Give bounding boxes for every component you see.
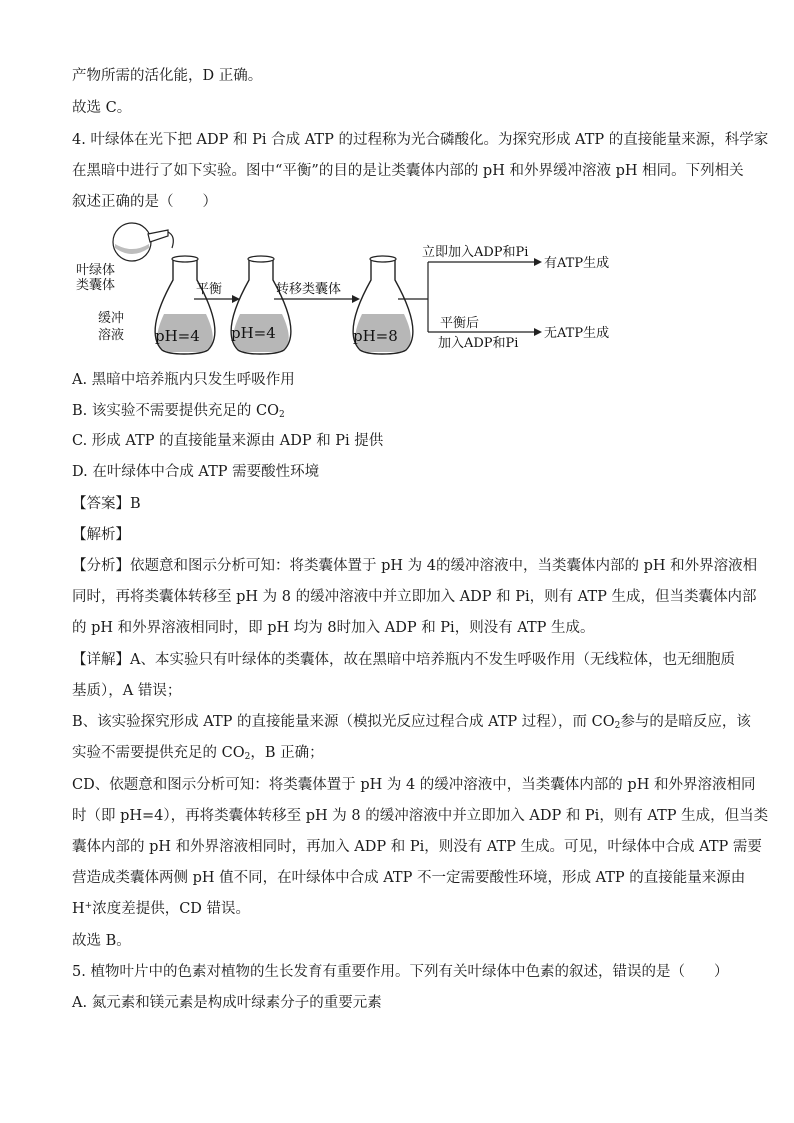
analysis-sub-tag: 【分析】	[72, 558, 130, 574]
detail-cd-line: CD、依题意和图示分析可知：将类囊体置于 pH 为 4 的缓冲溶液中，当类囊体内部的 pH 和外界溶液相同	[72, 777, 756, 793]
question-4-stem: 叙述正确的是（ ）	[72, 194, 217, 210]
option-d: D. 在叶绿体中合成 ATP 需要酸性环境	[72, 464, 320, 480]
subscript: 2	[278, 410, 285, 420]
flask-1	[155, 256, 215, 354]
analysis-text: 依题意和图示分析可知：将类囊体置于 pH 为 4的缓冲溶液中，当类囊体内部的 pH 和外界溶液相	[130, 558, 758, 574]
flask-2	[231, 256, 291, 354]
detail-cd-line: 营造成类囊体两侧 pH 值不同，在叶绿体中合成 ATP 不一定需要酸性环境，形成 ATP 的直接能量来源由	[72, 870, 746, 886]
label-thylakoid: 类囊体	[76, 278, 116, 293]
arrow-balance-label: 平衡	[196, 282, 223, 297]
analysis-paragraph	[72, 556, 757, 576]
text: ，B 正确；	[250, 745, 324, 761]
superscript: +	[84, 901, 93, 911]
question-5-stem: 5. 植物叶片中的色素对植物的生长发育有重要作用。下列有关叶绿体中色素的叙述，错误的是（ ）	[72, 964, 729, 980]
option-c: C. 形成 ATP 的直接能量来源由 ADP 和 Pi 提供	[72, 433, 384, 449]
subscript: 2	[244, 752, 251, 762]
analysis-tag: 【解析】	[72, 527, 130, 543]
thylakoid-source-flask	[113, 223, 173, 261]
analysis-paragraph: 的 pH 和外界溶液相同时，即 pH 均为 8时加入 ADP 和 Pi，则没有 ATP 生成。	[72, 620, 595, 636]
text: 实验不需要提供充足的 CO	[72, 745, 245, 761]
question-5-option-a: A. 氮元素和镁元素是构成叶绿素分子的重要元素	[72, 995, 382, 1011]
experiment-diagram	[72, 214, 632, 362]
option-b	[72, 401, 285, 421]
detail-paragraph: 基质），A 错误；	[72, 683, 182, 699]
final-answer: 故选 B。	[72, 933, 131, 949]
text-line: 故选 C。	[72, 100, 132, 116]
option-a: A. 黑暗中培养瓶内只发生呼吸作用	[72, 372, 295, 388]
detail-cd-line: 时（即 pH=4），再将类囊体转移至 pH 为 8 的缓冲溶液中并立即加入 ADP 和 Pi，则有 ATP 生成，但当类	[72, 808, 769, 824]
label-chloroplast: 叶绿体	[76, 263, 116, 278]
detail-tag: 【详解】	[72, 652, 130, 668]
flask-3-ph: pH=8	[353, 327, 398, 345]
detail-b-line	[72, 712, 751, 732]
flask-2-ph: pH=4	[231, 324, 276, 342]
detail-b-line	[72, 743, 324, 763]
flask-1-ph: pH=4	[155, 327, 200, 345]
text-line: 产物所需的活化能，D 正确。	[72, 68, 263, 84]
flask-3	[353, 256, 413, 354]
branch-top-result: 有ATP生成	[544, 256, 610, 271]
answer-line	[72, 494, 141, 514]
branch-bottom-result: 无ATP生成	[544, 326, 610, 341]
text: 浓度差提供，CD 错误。	[92, 901, 251, 917]
detail-cd-line: 囊体内部的 pH 和外界溶液相同时，再加入 ADP 和 Pi，则没有 ATP 生成。可见，叶绿体中合成 ATP 需要	[72, 839, 762, 855]
question-4-stem: 在黑暗中进行了如下实验。图中“平衡”的目的是让类囊体内部的 pH 和外界缓冲溶液 pH 相同。下列相关	[72, 163, 744, 179]
text: H	[72, 901, 85, 917]
branch-bottom-label-1: 平衡后	[440, 316, 480, 331]
analysis-paragraph: 同时，再将类囊体转移至 pH 为 8 的缓冲溶液中并立即加入 ADP 和 Pi，则有 ATP 生成，但当类囊体内部	[72, 589, 757, 605]
subscript: 2	[614, 721, 621, 731]
label-buffer: 缓冲	[98, 311, 125, 326]
arrow-transfer-label: 转移类囊体	[276, 282, 342, 297]
answer-value: B	[130, 496, 141, 512]
question-4-stem: 4. 叶绿体在光下把 ADP 和 Pi 合成 ATP 的过程称为光合磷酸化。为探究形成 ATP 的直接能量来源，科学家	[72, 132, 769, 148]
detail-cd-line	[72, 899, 250, 919]
answer-tag: 【答案】	[72, 496, 130, 512]
detail-text: A、本实验只有叶绿体的类囊体，故在黑暗中培养瓶内不发生呼吸作用（无线粒体，也无细胞质	[130, 652, 735, 668]
text: 参与的是暗反应，该	[620, 714, 751, 730]
label-solution: 溶液	[98, 328, 125, 343]
option-b-text: B. 该实验不需要提供充足的 CO	[72, 403, 279, 419]
detail-paragraph	[72, 650, 735, 670]
text: B、该实验探究形成 ATP 的直接能量来源（模拟光反应过程合成 ATP 过程），而 CO	[72, 714, 615, 730]
branch-bottom-label-2: 加入ADP和Pi	[438, 336, 519, 351]
branch-top-label: 立即加入ADP和Pi	[422, 245, 529, 260]
